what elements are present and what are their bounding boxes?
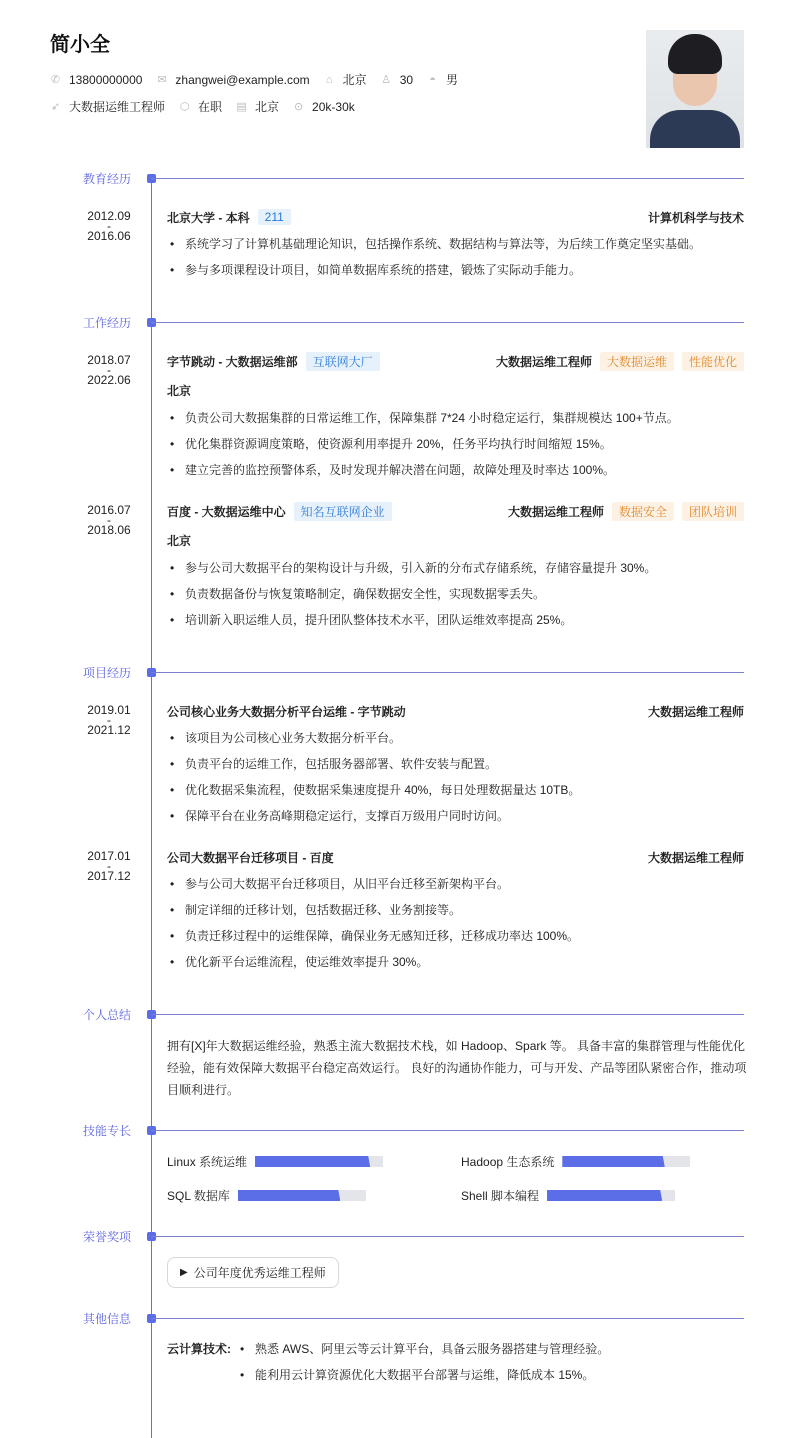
section-divider [151,1318,744,1319]
job-role: 大数据运维工程师 [507,504,604,519]
work-entry [167,501,744,633]
bullet-item: • 优化数据采集流程，使数据采集速度提升 40%，每日处理数据量达 10TB。 [167,777,744,803]
bullet-item: • 保障平台在业务高峰期稳定运行，支撑百万级用户同时访问。 [167,803,744,829]
bullet-item: • 参与公司大数据平台迁移项目，从旧平台迁移至新架构平台。 [167,871,744,897]
school-tag: 211 [258,209,291,225]
section-title-awards: 荣誉奖项 [83,1230,132,1244]
date-separator: - [107,363,111,377]
skill-tag: 团队培训 [682,502,744,521]
age-icon: ♙ [381,74,392,86]
section-divider [151,1130,744,1131]
building-icon: ▤ [236,101,247,113]
bullet-item: • 参与多项课程设计项目，如简单数据库系统的搭建，锻炼了实际动手能力。 [167,257,744,283]
skill-item [461,1187,675,1204]
status-icon: ⬡ [179,101,190,113]
summary-text: 拥有[X]年大数据运维经验，熟悉主流大数据技术栈，如 Hadoop、Spark 等。 具备丰富的集群管理与性能优化经验，能有效保障大数据平台稳定高效运行。 良好的沟通协作能力，可与开发、产品等团队紧密合作，推动项目顺利进行。 [167,1039,747,1097]
skill-level-bar [238,1190,366,1201]
section-title-education: 教育经历 [83,172,132,186]
bullet-item: • 参与公司大数据平台的架构设计与升级，引入新的分布式存储系统，存储容量提升 30%。 [167,555,744,581]
skill-item [167,1153,383,1170]
bullet-item: • 制定详细的迁移计划，包括数据迁移、业务割接等。 [167,897,744,923]
date-range [80,703,138,737]
other-bullet: • 能利用云计算资源优化大数据平台部署与运维，降低成本 15%。 [237,1362,609,1388]
other-label: 云计算技术: [167,1342,231,1356]
skill-level-bar [255,1156,383,1167]
job-row [50,98,369,115]
date-separator: - [107,219,111,233]
entry-header [167,701,744,721]
skill-item [461,1153,690,1170]
age: 30 [399,72,414,87]
entry-header [167,847,744,867]
project-name: 公司大数据平台迁移项目 - 百度 [167,850,334,865]
award-item[interactable] [167,1257,339,1288]
skill-name: Shell 脚本编程 [461,1189,540,1203]
bullet-item: • 建立完善的监控预警体系，及时发现并解决潜在问题，故障处理及时率达 100%。 [167,457,744,483]
project-role: 大数据运维工程师 [647,850,744,865]
project-role: 大数据运维工程师 [647,704,744,719]
entry-header [167,501,744,521]
project-entry [167,701,744,829]
skill-level-fill [562,1156,664,1167]
salary-icon: ⊙ [293,101,304,113]
section-title-projects: 项目经历 [83,666,132,680]
education-entry [167,207,744,283]
work-entry [167,351,744,483]
bullet-item: • 负责迁移过程中的运维保障，确保业务无感知迁移，迁移成功率达 100%。 [167,923,744,949]
gender: 男 [446,73,459,87]
bullet-item: • 优化集群资源调度策略，使资源利用率提升 20%，任务平均执行时间缩短 15%。 [167,431,744,457]
job-role: 大数据运维工程师 [495,354,592,369]
section-divider [151,178,744,179]
play-icon: ▶ [180,1267,188,1278]
end-date: 2022.06 [87,373,131,387]
start-date: 2018.07 [87,353,131,367]
end-date: 2016.06 [87,229,131,243]
skill-tag: 数据安全 [612,502,674,521]
other-bullet: • 熟悉 AWS、阿里云等云计算平台，具备云服务器搭建与管理经验。 [237,1336,609,1362]
skill-level-bar [547,1190,675,1201]
end-date: 2017.12 [87,869,131,883]
phone: 13800000000 [69,72,143,87]
date-separator: - [107,713,111,727]
company-tag: 互联网大厂 [306,352,380,371]
location: 北京 [342,73,367,87]
other-info [167,1336,609,1388]
send-icon: ➶ [50,101,61,113]
skill-item [167,1187,366,1204]
job-status: 在职 [198,100,223,114]
start-date: 2016.07 [87,503,131,517]
bullet-item: • 负责数据备份与恢复策略制定，确保数据安全性，实现数据零丢失。 [167,581,744,607]
candidate-name: 简小全 [50,34,110,56]
avatar-photo [646,30,744,148]
date-range [80,849,138,883]
bullet-list [167,725,744,829]
skill-level-bar [562,1156,690,1167]
company-tag: 知名互联网企业 [294,502,392,521]
bullet-item: • 系统学习了计算机基础理论知识，包括操作系统、数据结构与算法等，为后续工作奠定坚实基础。 [167,231,744,257]
skill-level-fill [238,1190,340,1201]
home-icon: ⌂ [325,73,333,86]
section-title-summary: 个人总结 [83,1008,132,1022]
skill-level-fill [255,1156,370,1167]
section-divider [151,1014,744,1015]
project-entry [167,847,744,975]
date-separator: - [107,513,111,527]
date-range [80,503,138,537]
section-title-skills: 技能专长 [83,1124,132,1138]
bullet-item: • 优化新平台运维流程，使运维效率提升 30%。 [167,949,744,975]
start-date: 2019.01 [87,703,131,717]
company-name: 字节跳动 - 大数据运维部 [167,354,298,369]
entry-header [167,207,744,227]
entry-header [167,351,744,371]
end-date: 2021.12 [87,723,131,737]
bullet-item: • 该项目为公司核心业务大数据分析平台。 [167,725,744,751]
skill-tag: 性能优化 [682,352,744,371]
work-city: 北京 [167,534,192,548]
end-date: 2018.06 [87,523,131,537]
skill-name: Hadoop 生态系统 [461,1155,555,1169]
section-divider [151,1236,744,1237]
skill-tag: 大数据运维 [600,352,674,371]
major: 计算机科学与技术 [647,210,744,225]
date-range [80,209,138,243]
skill-name: SQL 数据库 [167,1189,230,1203]
section-divider [151,672,744,673]
mail-icon: ✉ [157,74,167,86]
bullet-list [167,405,744,483]
school-name: 北京大学 - 本科 [167,210,250,225]
phone-icon: ✆ [50,74,61,86]
skill-level-fill [547,1190,662,1201]
bullet-list [167,231,744,283]
section-title-other: 其他信息 [83,1312,132,1326]
salary: 20k-30k [312,99,355,114]
skill-name: Linux 系统运维 [167,1155,248,1169]
gender-icon: ◓ [429,73,436,86]
start-date: 2012.09 [87,209,131,223]
bullet-item: • 负责公司大数据集群的日常运维工作，保障集群 7*24 小时稳定运行，集群规模达 100+节点。 [167,405,744,431]
bullet-list [167,555,744,633]
project-name: 公司核心业务大数据分析平台运维 - 字节跳动 [167,704,406,719]
email: zhangwei@example.com [175,72,310,87]
target-city: 北京 [255,100,280,114]
date-separator: - [107,859,111,873]
bullet-item: • 培训新入职运维人员，提升团队整体技术水平，团队运维效率提高 25%。 [167,607,744,633]
bullet-list [167,871,744,975]
bullet-item: • 负责平台的运维工作，包括服务器部署、软件安装与配置。 [167,751,744,777]
company-name: 百度 - 大数据运维中心 [167,504,286,519]
section-title-work: 工作经历 [83,316,132,330]
award-label: 公司年度优秀运维工程师 [193,1266,326,1280]
start-date: 2017.01 [87,849,131,863]
contact-row [50,71,472,88]
job-intent: 大数据运维工程师 [69,100,166,114]
section-divider [151,322,744,323]
work-city: 北京 [167,384,192,398]
timeline-line [151,178,152,1438]
date-range [80,353,138,387]
